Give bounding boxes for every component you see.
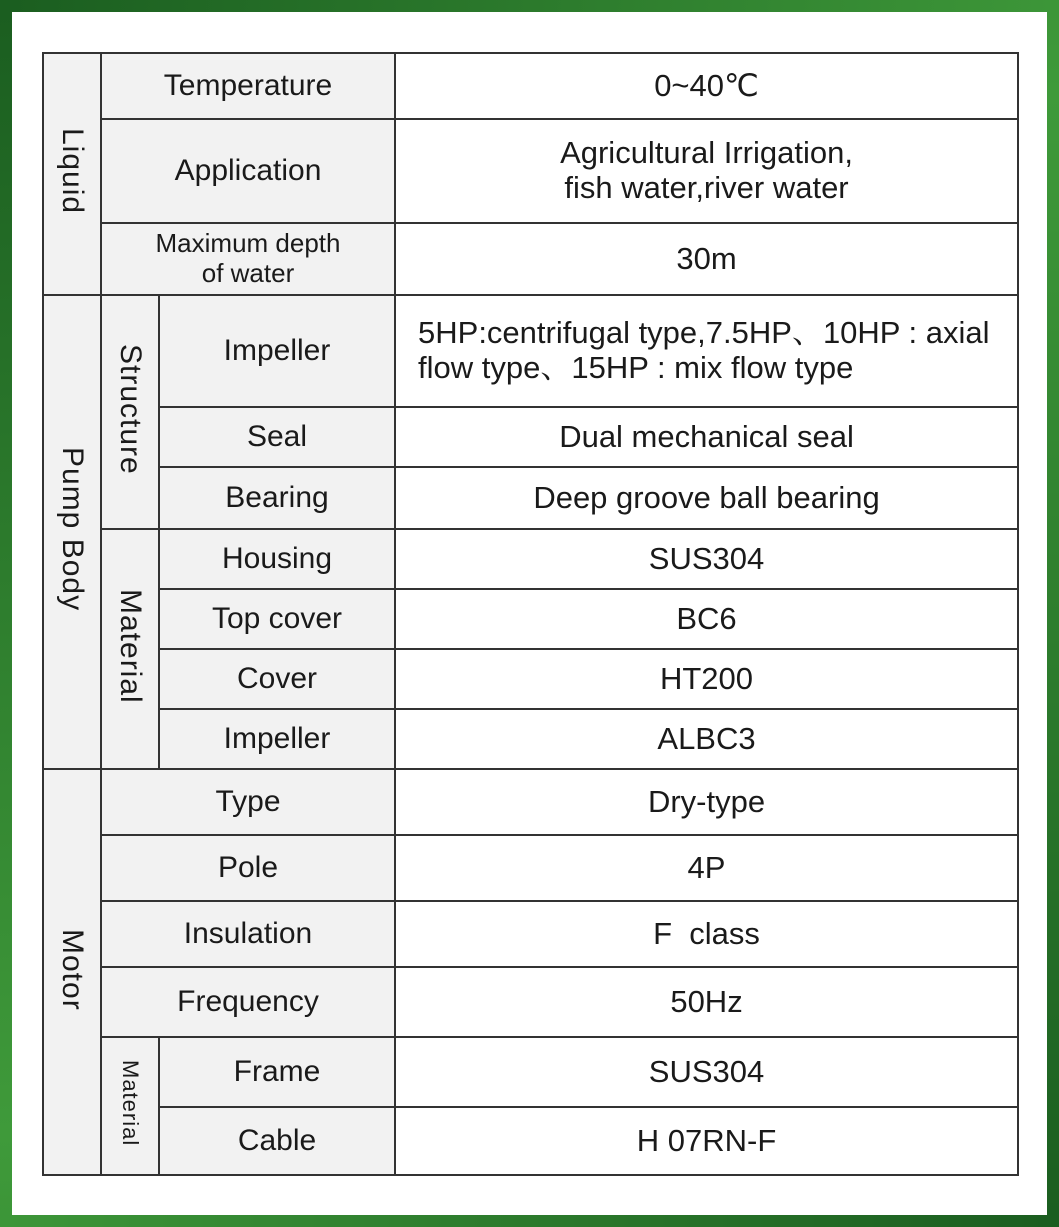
subgroup-pump-material: Material (101, 529, 159, 769)
label-impeller-structure: Impeller (159, 295, 395, 407)
table-row (43, 901, 1018, 967)
table-row (43, 53, 1018, 119)
label-application: Application (101, 119, 395, 223)
label-max-depth: Maximum depth of water (101, 223, 395, 295)
label-housing: Housing (159, 529, 395, 589)
value-pole: 4P (395, 835, 1018, 901)
value-insulation: F class (395, 901, 1018, 967)
table-row (43, 119, 1018, 223)
value-seal: Dual mechanical seal (395, 407, 1018, 467)
value-cover: HT200 (395, 649, 1018, 709)
value-top-cover: BC6 (395, 589, 1018, 649)
table-row (43, 295, 1018, 407)
label-cover: Cover (159, 649, 395, 709)
value-max-depth: 30m (395, 223, 1018, 295)
table-row (43, 529, 1018, 589)
value-bearing: Deep groove ball bearing (395, 467, 1018, 529)
label-type: Type (101, 769, 395, 835)
label-impeller-material: Impeller (159, 709, 395, 769)
value-frequency: 50Hz (395, 967, 1018, 1037)
label-seal: Seal (159, 407, 395, 467)
label-cable: Cable (159, 1107, 395, 1175)
table-row (43, 967, 1018, 1037)
table-row (43, 589, 1018, 649)
value-frame: SUS304 (395, 1037, 1018, 1107)
table-row (43, 1107, 1018, 1175)
group-motor: Motor (43, 769, 101, 1175)
value-cable: H 07RN-F (395, 1107, 1018, 1175)
subgroup-motor-material: Material (101, 1037, 159, 1175)
value-impeller-structure: 5HP:centrifugal type,7.5HP、10HP : axial flow type、15HP : mix flow type (395, 295, 1018, 407)
table-row (43, 835, 1018, 901)
table-row (43, 1037, 1018, 1107)
label-frame: Frame (159, 1037, 395, 1107)
label-bearing: Bearing (159, 467, 395, 529)
spec-table (42, 52, 1019, 1176)
label-pole: Pole (101, 835, 395, 901)
label-insulation: Insulation (101, 901, 395, 967)
subgroup-structure: Structure (101, 295, 159, 529)
table-row (43, 769, 1018, 835)
table-row (43, 223, 1018, 295)
label-frequency: Frequency (101, 967, 395, 1037)
table-row (43, 407, 1018, 467)
value-housing: SUS304 (395, 529, 1018, 589)
label-top-cover: Top cover (159, 589, 395, 649)
value-temperature: 0~40℃ (395, 53, 1018, 119)
value-application: Agricultural Irrigation, fish water,river water (395, 119, 1018, 223)
group-pump-body: Pump Body (43, 295, 101, 769)
table-row (43, 649, 1018, 709)
table-row (43, 709, 1018, 769)
label-temperature: Temperature (101, 53, 395, 119)
group-liquid: Liquid (43, 53, 101, 295)
table-row (43, 467, 1018, 529)
value-impeller-material: ALBC3 (395, 709, 1018, 769)
value-type: Dry-type (395, 769, 1018, 835)
